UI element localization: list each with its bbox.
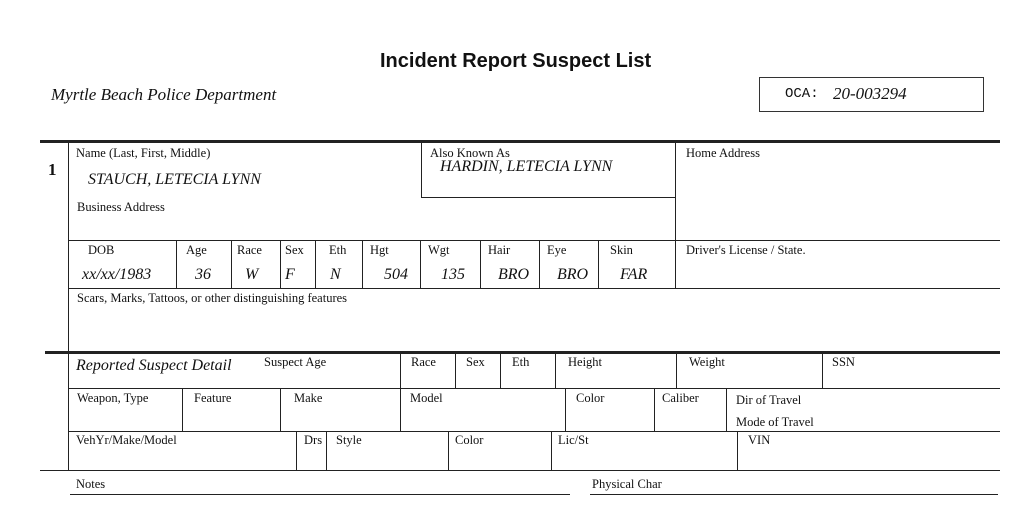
sex-label: Sex [285, 243, 304, 257]
sex-value: F [285, 266, 295, 283]
dir-travel-label: Dir of Travel [736, 393, 802, 407]
grid-line [68, 353, 69, 470]
suspect-age-label: Suspect Age [264, 355, 327, 369]
physical-char-underline [590, 494, 998, 495]
wgt-value: 135 [441, 266, 465, 283]
grid-line [68, 288, 1000, 289]
style-label: Style [336, 433, 362, 447]
grid-line [68, 142, 69, 352]
grid-line [500, 353, 501, 388]
age-value: 36 [195, 266, 211, 283]
scars-label: Scars, Marks, Tattoos, or other distinguishing features [77, 291, 348, 305]
grid-line [68, 388, 1000, 389]
grid-line [421, 142, 422, 198]
race-value: W [245, 266, 259, 283]
caliber-label: Caliber [662, 391, 699, 405]
doors-label: Drs [304, 433, 323, 447]
notes-underline [70, 494, 570, 495]
oca-label: OCA: [785, 86, 819, 102]
grid-line [421, 197, 675, 198]
aka-label: Also Known As [430, 146, 510, 160]
grid-line [68, 431, 1000, 432]
name-label: Name (Last, First, Middle) [76, 146, 211, 160]
grid-line [551, 431, 552, 470]
hair-value: BRO [498, 266, 530, 283]
reported-race-label: Race [411, 355, 436, 369]
notes-label: Notes [76, 477, 106, 491]
hair-label: Hair [488, 243, 511, 257]
oca-box [759, 77, 984, 112]
vehicle-label: VehYr/Make/Model [76, 433, 177, 447]
suspect-number: 1 [48, 160, 57, 179]
eth-value: N [330, 266, 341, 283]
grid-line [68, 240, 1000, 241]
department-name: Myrtle Beach Police Department [51, 85, 277, 104]
grid-line [822, 353, 823, 388]
grid-line [420, 240, 421, 288]
oca-number: 20-003294 [833, 84, 907, 103]
suspect-name: STAUCH, LETECIA LYNN [88, 171, 261, 188]
eye-label: Eye [547, 243, 567, 257]
reported-detail-title: Reported Suspect Detail [76, 357, 232, 374]
skin-label: Skin [610, 243, 633, 257]
grid-line [455, 353, 456, 388]
hgt-label: Hgt [370, 243, 389, 257]
reported-ssn-label: SSN [832, 355, 855, 369]
grid-line [448, 431, 449, 470]
age-label: Age [186, 243, 207, 257]
vehicle-color-label: Color [455, 433, 484, 447]
reported-height-label: Height [568, 355, 603, 369]
home-address-label: Home Address [686, 146, 760, 160]
dob-value: xx/xx/1983 [82, 266, 152, 283]
color-label: Color [576, 391, 605, 405]
grid-line [737, 431, 738, 470]
feature-label: Feature [194, 391, 232, 405]
grid-line [400, 353, 401, 388]
suspect-aka: HARDIN, LETECIA LYNN [440, 158, 613, 175]
grid-line [280, 388, 281, 431]
grid-line [182, 388, 183, 431]
section2-top-rule [45, 351, 1000, 354]
grid-line [231, 240, 232, 288]
section1-top-rule [40, 140, 1000, 143]
page-title: Incident Report Suspect List [380, 50, 652, 72]
weapon-type-label: Weapon, Type [77, 391, 149, 405]
grid-line [315, 240, 316, 288]
skin-value: FAR [620, 266, 648, 283]
grid-line [362, 240, 363, 288]
grid-line [598, 240, 599, 288]
eth-label: Eth [329, 243, 347, 257]
hgt-value: 504 [384, 266, 408, 283]
reported-sex-label: Sex [466, 355, 485, 369]
vin-label: VIN [748, 433, 771, 447]
eye-value: BRO [557, 266, 589, 283]
grid-line [654, 388, 655, 431]
license-label: Driver's License / State. [686, 243, 806, 257]
grid-line [296, 431, 297, 470]
dob-label: DOB [88, 243, 115, 257]
reported-weight-label: Weight [689, 355, 725, 369]
grid-line [40, 470, 1000, 471]
wgt-label: Wgt [428, 243, 450, 257]
grid-line [280, 240, 281, 288]
lic-st-label: Lic/St [558, 433, 589, 447]
grid-line [555, 353, 556, 388]
grid-line [565, 388, 566, 431]
grid-line [539, 240, 540, 288]
physical-char-label: Physical Char [592, 477, 662, 491]
grid-line [676, 353, 677, 388]
business-address-label: Business Address [77, 200, 165, 214]
reported-eth-label: Eth [512, 355, 530, 369]
make-label: Make [294, 391, 323, 405]
race-label: Race [237, 243, 262, 257]
grid-line [176, 240, 177, 288]
grid-line [480, 240, 481, 288]
model-label: Model [410, 391, 443, 405]
grid-line [326, 431, 327, 470]
grid-line [400, 388, 401, 431]
grid-line [726, 388, 727, 431]
grid-line [675, 142, 676, 288]
mode-travel-label: Mode of Travel [736, 415, 814, 429]
